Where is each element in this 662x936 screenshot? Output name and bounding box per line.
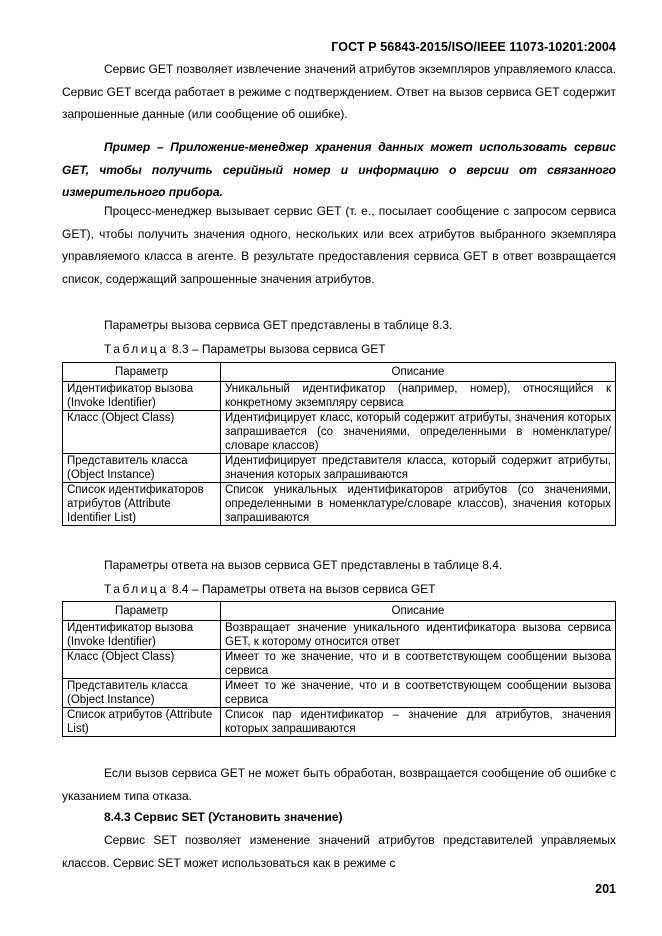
- table-row: [63, 382, 616, 411]
- column-header-description: Описание: [221, 602, 616, 621]
- table-row: [63, 650, 616, 679]
- document-page: [62, 0, 616, 936]
- document-header: ГОСТ Р 56843-2015/ISO/IEEE 11073-10201:2004: [331, 40, 616, 54]
- param-description-cell: Список уникальных идентификаторов атрибутов (со значениями, определенными в номенклатуре/словаре классов), значения которых запрашиваются: [221, 483, 616, 526]
- param-name-cell: Представитель класса (Object Instance): [63, 454, 221, 483]
- table-row: [63, 483, 616, 526]
- page-number: 201: [595, 882, 616, 896]
- table-caption-word: Таблица: [104, 342, 169, 356]
- table-row: [63, 621, 616, 650]
- param-name-cell: Идентификатор вызова (Invoke Identifier): [63, 621, 221, 650]
- param-name-cell: Идентификатор вызова (Invoke Identifier): [63, 382, 221, 411]
- column-header-parameter: Параметр: [63, 363, 221, 382]
- table-caption-text: 8.3 – Параметры вызова сервиса GET: [168, 342, 386, 356]
- param-description-cell: Идентифицирует класс, который содержит атрибуты, значения которых запрашивается (со значениями, определенными в номенклатуре/словаре классов): [221, 411, 616, 454]
- paragraph-error-handling: Если вызов сервиса GET не может быть обработан, возвращается сообщение об ошибке с указанием типа отказа.: [62, 766, 616, 803]
- paragraph-get-process: Процесс-менеджер вызывает сервис GET (т. е., посылает сообщение с запросом сервиса GET), чтобы получить значения одного, нескольких или всех атрибутов выбранного экземпляра управляемого класса в агенте. В результате предоставления сервиса GET в ответ возвращается список, содержащий запрошенные значения атрибутов.: [62, 204, 616, 286]
- table-row: [63, 454, 616, 483]
- table-caption-8-3: [104, 342, 386, 356]
- paragraph-get-intro: Сервис GET позволяет извлечение значений атрибутов экземпляров управляемого класса. Сервис GET всегда работает в режиме с подтверждением. Ответ на вызов сервиса GET содержит запрошенные данные (или сообщение об ошибке).: [62, 62, 616, 121]
- param-name-cell: Список атрибутов (Attribute List): [63, 708, 221, 737]
- param-name-cell: Список идентификаторов атрибутов (Attribute Identifier List): [63, 483, 221, 526]
- example-note: Пример – Приложение-менеджер хранения данных может использовать сервис GET, чтобы получить серийный номер и информацию о версии от связанного измерительного прибора.: [62, 140, 616, 199]
- paragraph-table-ref-1: Параметры вызова сервиса GET представлены в таблице 8.3.: [104, 318, 453, 332]
- table-get-invoke-params: [62, 362, 616, 526]
- param-description-cell: Уникальный идентификатор (например, номер), относящийся к конкретному экземпляру сервиса: [221, 382, 616, 411]
- param-name-cell: Класс (Object Class): [63, 411, 221, 454]
- table-row: [63, 679, 616, 708]
- paragraph-set-intro: Сервис SET позволяет изменение значений атрибутов представителей управляемых классов. Сервис SET может использоваться как в режиме с: [62, 833, 616, 870]
- table-caption-text: 8.4 – Параметры ответа на вызов сервиса GET: [168, 582, 436, 596]
- column-header-parameter: Параметр: [63, 602, 221, 621]
- table-header-row: [63, 602, 616, 621]
- table-row: [63, 708, 616, 737]
- param-name-cell: Представитель класса (Object Instance): [63, 679, 221, 708]
- param-description-cell: Список пар идентификатор – значение для атрибутов, значения которых запрашиваются: [221, 708, 616, 737]
- table-row: [63, 411, 616, 454]
- column-header-description: Описание: [221, 363, 616, 382]
- table-caption-word: Таблица: [104, 582, 169, 596]
- table-caption-8-4: [104, 582, 436, 596]
- section-heading-8-4-3: 8.4.3 Сервис SET (Установить значение): [104, 810, 343, 824]
- param-description-cell: Имеет то же значение, что и в соответствующем сообщении вызова сервиса: [221, 679, 616, 708]
- param-name-cell: Класс (Object Class): [63, 650, 221, 679]
- table-header-row: [63, 363, 616, 382]
- param-description-cell: Имеет то же значение, что и в соответствующем сообщении вызова сервиса: [221, 650, 616, 679]
- param-description-cell: Возвращает значение уникального идентификатора вызова сервиса GET, к которому относится ответ: [221, 621, 616, 650]
- table-get-response-params: [62, 601, 616, 737]
- param-description-cell: Идентифицирует представителя класса, который содержит атрибуты, значения которых запрашиваются: [221, 454, 616, 483]
- paragraph-table-ref-2: Параметры ответа на вызов сервиса GET представлены в таблице 8.4.: [104, 558, 503, 572]
